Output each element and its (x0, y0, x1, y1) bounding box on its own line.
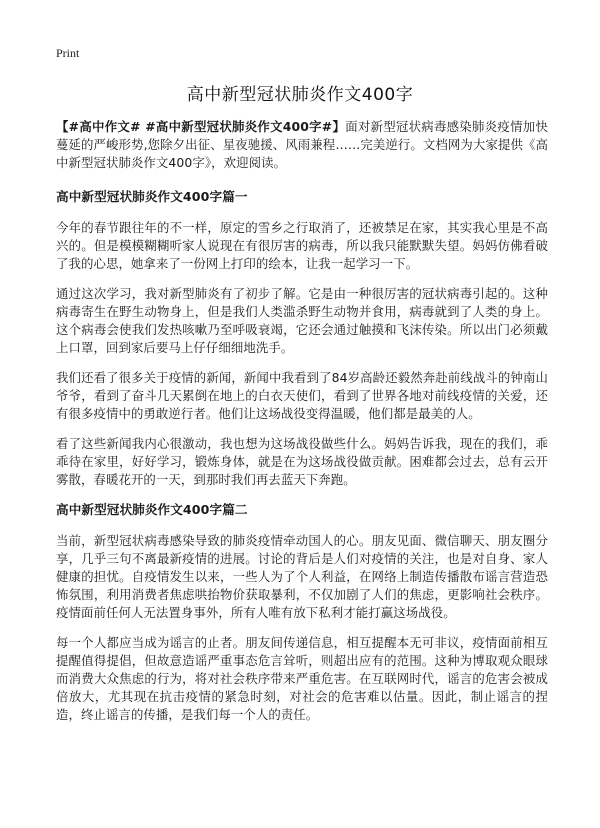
paragraph: 当前，新型冠状病毒感染导致的肺炎疫情牵动国人的心。朋友见面、微信聊天、朋友圈分享，几乎三句不离最新疫情的进展。讨论的背后是人们对疫情的关注，也是对自身、家人健康的担忧。自疫情发生以来，一些人为了个人利益，在网络上制造传播散布谣言营造恐怖氛围，利用消费者焦虑哄抬物价获取暴利，不仅加剧了人们的焦虑，更影响社会秩序。疫情面前任何人无法置身事外，所有人唯有放下私利才能打赢这场战役。 (56, 533, 548, 620)
section-heading-2: 高中新型冠状肺炎作文400字篇二 (56, 502, 248, 517)
paragraph: 通过这次学习，我对新型肺炎有了初步了解。它是由一种很厉害的冠状病毒引起的。这种病毒寄生在野生动物身上，但是我们人类滥杀野生动物并食用，病毒就到了人类的身上。这个病毒会使我们发热咳嗽乃至呼吸衰竭，它还会通过触摸和飞沫传染。所以出门必须戴上口罩，回到家后要马上仔仔细细地洗手。 (56, 286, 548, 355)
paragraph: 每一个人都应当成为谣言的止者。朋友间传递信息，相互提醒本无可非议，疫情面前相互提醒值得提倡，但故意造谣严重事态危言耸听，则超出应有的范围。这种为博取观众眼球而消费大众焦虑的行为，将对社会秩序带来严重危害。在互联网时代，谣言的危害会被成倍放大，尤其现在抗击疫情的紧急时刻，对社会的危害难以估量。因此，制止谣言的捏造，终止谣言的传播，是我们每一个人的责任。 (56, 635, 548, 722)
intro-paragraph (56, 118, 548, 172)
paragraph: 今年的春节跟往年的不一样，原定的雪乡之行取消了，还被禁足在家，其实我心里是不高兴的。但是模模糊糊听家人说现在有很厉害的病毒，所以我只能默默失望。妈妈仿佛看破了我的心思，她拿来了一份网上打印的绘本，让我一起学习一下。 (56, 220, 548, 271)
article-body (56, 118, 548, 736)
section-heading-1: 高中新型冠状肺炎作文400字篇一 (56, 189, 248, 204)
paragraph: 看了这些新闻我内心很激动，我也想为这场战役做些什么。妈妈告诉我，现在的我们，乖乖待在家里，好好学习，锻炼身体，就是在为这场战役做贡献。困难都会过去，总有云开雾散，春暖花开的一天，到那时我们再去蓝天下奔跑。 (56, 436, 548, 487)
intro-text: 面对新型冠状病毒感染肺炎疫情加快蔓延的严峻形势,您除夕出征、星夜驰援、风雨兼程……完美逆行。文档网为大家提供《高中新型冠状肺炎作文400字》，欢迎阅读。 (56, 119, 548, 170)
paragraph: 我们还看了很多关于疫情的新闻，新闻中我看到了84岁高龄还毅然奔赴前线战斗的钟南山爷爷，看到了奋斗几天累倒在地上的白衣天使们，看到了世界各地对前线疫情的关爱，还有很多疫情中的勇敢逆行者。他们让这场战役变得温暖，他们都是最美的人。 (56, 370, 548, 421)
print-link[interactable]: Print (56, 46, 80, 60)
page-title: 高中新型冠状肺炎作文400字 (186, 85, 414, 105)
intro-tag: 【#高中作文# #高中新型冠状肺炎作文400字#】 (56, 119, 346, 134)
